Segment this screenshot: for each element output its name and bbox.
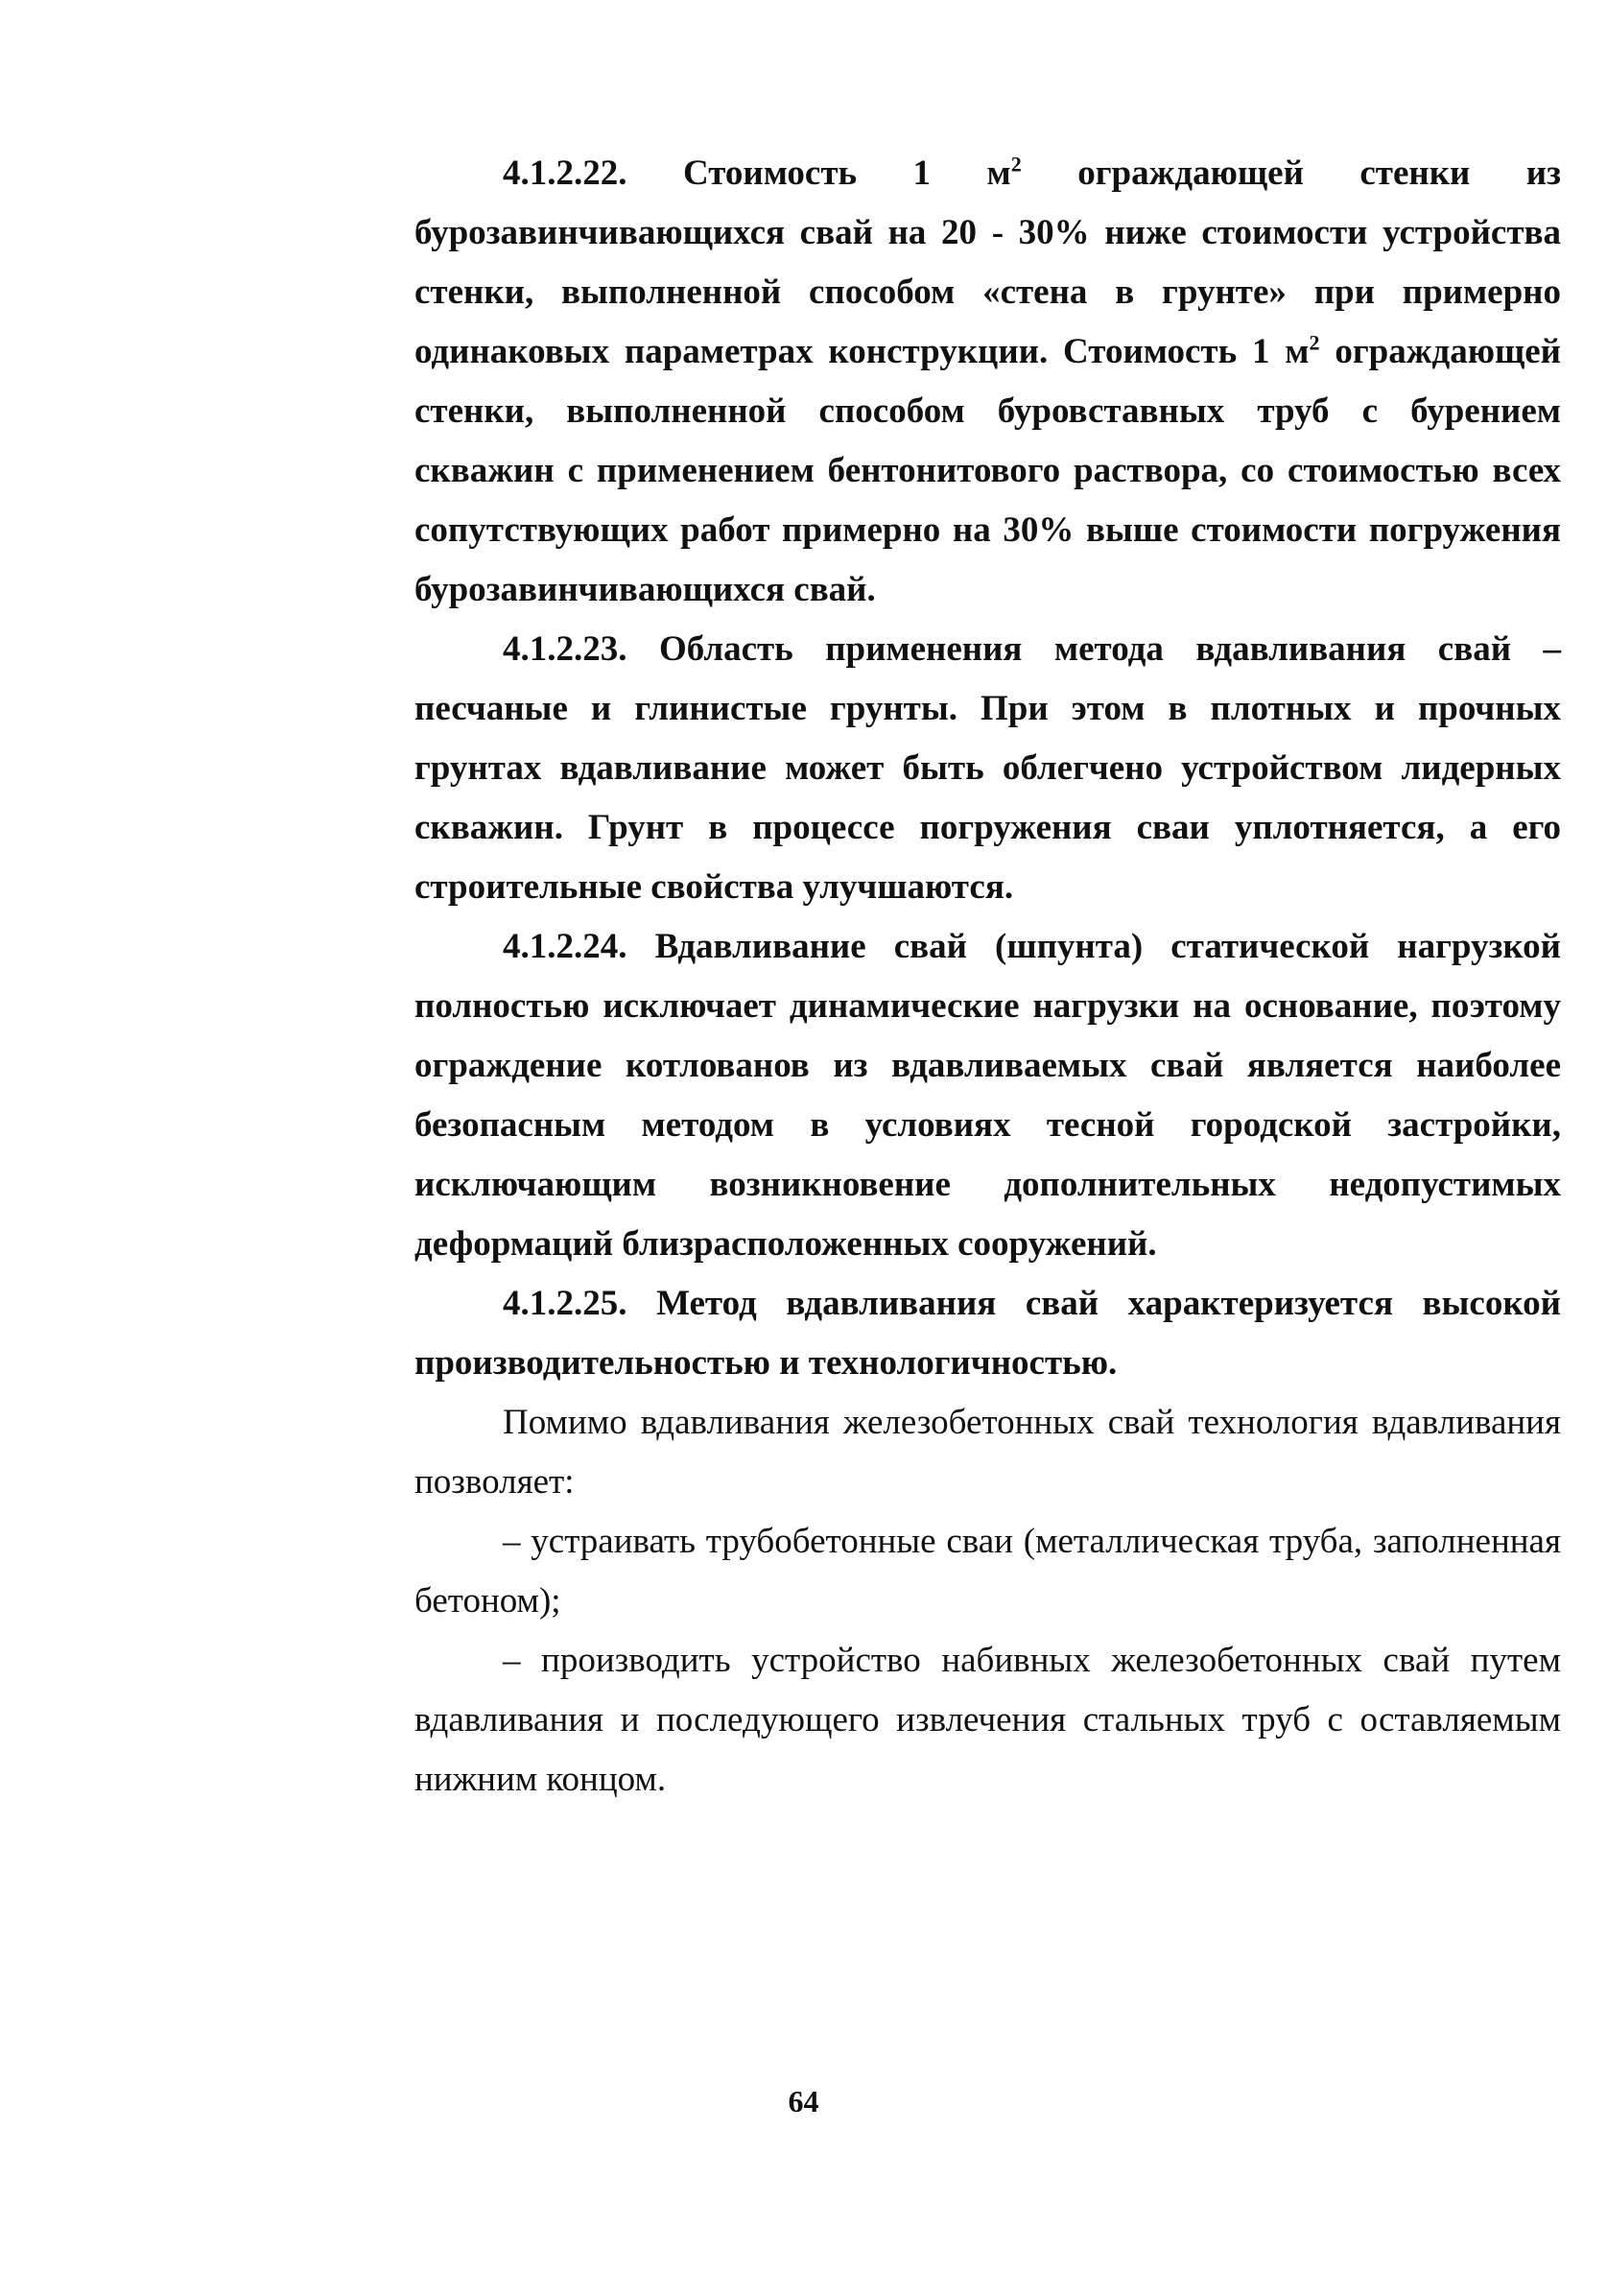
page-number: 64 [788, 2084, 819, 2118]
paragraph-4-1-2-24: 4.1.2.24. Вдавливание свай (шпунта) статической нагрузкой полностью исключает динамические нагрузки на основание, поэтому ограждение котлованов из вдавливаемых свай является наиболее безопасным методом в условиях тесной городской застройки, исключающим возникновение дополнительных недопустимых деформаций близрасположенных сооружений. [414, 927, 1561, 1264]
page-body [414, 144, 1561, 1810]
paragraph-technology-allows: Помимо вдавливания железобетонных свай технология вдавливания позволяет: [414, 1403, 1561, 1502]
paragraph-4-1-2-25: 4.1.2.25. Метод вдавливания свай характеризуется высокой производительностью и технологичностью. [414, 1284, 1561, 1383]
superscript-2: 2 [1010, 152, 1022, 177]
superscript-2-second: 2 [1309, 330, 1320, 355]
paragraph-text-part-2: ограждающей стенки из бурозавинчивающихся свай на 20 - 30% ниже стоимости устройства стенки, выполненной способом «стена в грунте» при примерно одинаковых параметрах конструкции. Стоимость 1 м [414, 154, 1561, 371]
paragraph-4-1-2-22 [414, 144, 1561, 620]
list-item-bored-piles: – производить устройство набивных железобетонных свай путем вдавливания и последующего извлечения стальных труб с оставляемым нижним концом. [414, 1641, 1561, 1799]
paragraph-4-1-2-23: 4.1.2.23. Область применения метода вдавливания свай – песчаные и глинистые грунты. При этом в плотных и прочных грунтах вдавливание может быть облегчено устройством лидерных скважин. Грунт в процессе погружения сваи уплотняется, а его строительные свойства улучшаются. [414, 629, 1561, 907]
paragraph-text-part-3: ограждающей стенки, выполненной способом буровставных труб с бурением скважин с применением бентонитового раствора, со стоимостью всех сопутствующих работ примерно на 30% выше стоимости погружения бурозавинчивающихся свай. [414, 332, 1561, 609]
paragraph-text-part-1: 4.1.2.22. Стоимость 1 м [503, 154, 1011, 193]
list-item-tube-concrete-piles: – устраивать трубобетонные сваи (металлическая труба, заполненная бетоном); [414, 1522, 1561, 1621]
